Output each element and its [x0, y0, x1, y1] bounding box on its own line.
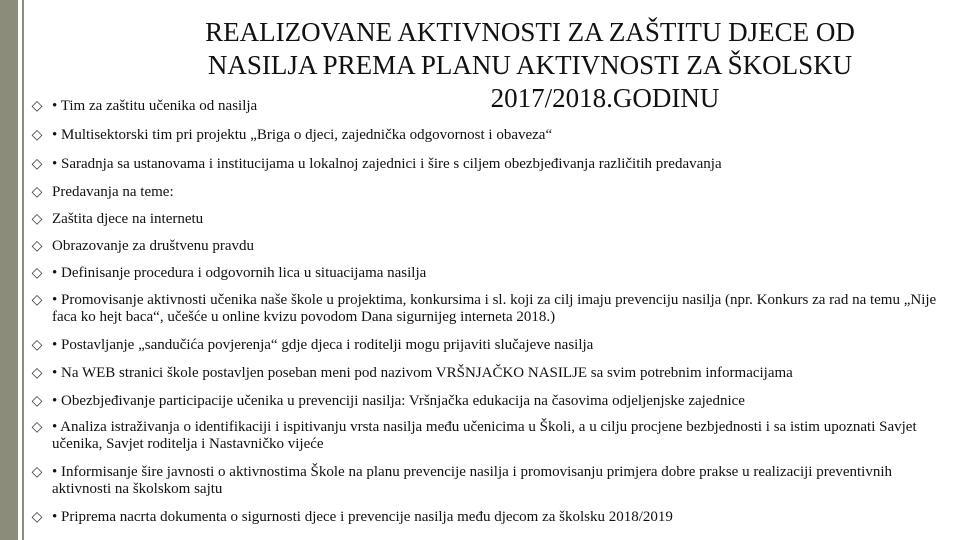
list-item-text: • Informisanje šire javnosti o aktivnostima Škole na planu prevencije nasilja i promovisanju primjera dobre prakse u realizaciji preventivnih aktivnosti na školskom sajtu	[52, 464, 893, 497]
diamond-bullet-icon: ◇	[31, 99, 43, 114]
list-item-lecture-topics	[30, 184, 945, 201]
diamond-bullet-icon: ◇	[31, 157, 43, 172]
list-item-text: Predavanja na teme:	[52, 184, 174, 200]
list-item-promotion	[30, 292, 945, 326]
list-item-web-menu	[30, 365, 945, 382]
diamond-bullet-icon: ◇	[31, 185, 43, 200]
list-item-draft-document	[30, 509, 945, 526]
diamond-bullet-icon: ◇	[31, 239, 43, 254]
list-item-multisector	[30, 127, 945, 144]
diamond-bullet-icon: ◇	[31, 212, 43, 227]
list-item-text: • Postavljanje „sandučića povjerenja“ gdje djeca i roditelji mogu prijaviti slučajeve nasilja	[52, 337, 594, 353]
diamond-bullet-icon: ◇	[31, 394, 43, 409]
list-item-team	[30, 98, 945, 115]
list-item-research	[30, 419, 945, 453]
diamond-bullet-icon: ◇	[31, 420, 43, 435]
left-accent-line	[22, 0, 24, 540]
list-item-trust-box	[30, 337, 945, 354]
diamond-bullet-icon: ◇	[31, 510, 43, 525]
list-item-social-justice	[30, 238, 945, 255]
slide-title-line-2: NASILJA PREMA PLANU AKTIVNOSTI ZA ŠKOLSKU	[207, 50, 853, 80]
diamond-bullet-icon: ◇	[31, 293, 43, 308]
list-item-text: • Obezbjeđivanje participacije učenika u prevenciji nasilja: Vršnjačka edukacija na časovima odjeljenjske zajednice	[52, 393, 745, 409]
list-item-text: • Definisanje procedura i odgovornih lica u situacijama nasilja	[52, 265, 427, 281]
list-item-text: • Tim za zaštitu učenika od nasilja	[52, 98, 258, 114]
list-item-text: • Multisektorski tim pri projektu „Briga o djeci, zajednička odgovornost i obaveza“	[52, 127, 553, 143]
list-item-participation	[30, 393, 945, 410]
diamond-bullet-icon: ◇	[31, 266, 43, 281]
list-item-text: • Saradnja sa ustanovama i institucijama u lokalnoj zajednici i šire s ciljem obezbjeđivanja različitih predavanja	[52, 156, 722, 172]
list-item-text: • Na WEB stranici škole postavljen poseban meni pod nazivom VRŠNJAČKO NASILJE sa svim potrebnim informacijama	[52, 365, 793, 381]
list-item-procedures	[30, 265, 945, 282]
slide-title-line-1: REALIZOVANE AKTIVNOSTI ZA ZAŠTITU DJECE OD	[205, 17, 855, 47]
diamond-bullet-icon: ◇	[31, 465, 43, 480]
list-item-text: Obrazovanje za društvenu pravdu	[52, 238, 255, 254]
list-item-text: • Priprema nacrta dokumenta o sigurnosti djece i prevencije nasilja među djecom za školsku 2018/2019	[52, 509, 673, 525]
list-item-text: • Promovisanje aktivnosti učenika naše škole u projektima, konkursima i sl. koji za cilj imaju prevenciju nasilja (npr. Konkurs za rad na temu „Nije faca ko hejt baca“, učešće u online kvizu povodom Dana sigurnijeg interneta 2018.)	[52, 292, 937, 325]
left-accent-bar	[0, 0, 18, 540]
diamond-bullet-icon: ◇	[31, 338, 43, 353]
list-item-text: Zaštita djece na internetu	[52, 211, 204, 227]
slide-title-line-3: 2017/2018.GODINU	[490, 83, 720, 113]
list-item-text: • Analiza istraživanja o identifikaciji i ispitivanju vrsta nasilja među učenicima u Školi, a u cilju procjene bezbjednosti i sa istim upoznati Savjet učenika, Savjet roditelja i Nastavničko vijeće	[52, 419, 917, 452]
list-item-cooperation	[30, 156, 945, 173]
list-item-informing	[30, 464, 945, 498]
diamond-bullet-icon: ◇	[31, 128, 43, 143]
diamond-bullet-icon: ◇	[31, 366, 43, 381]
list-item-internet-safety	[30, 211, 945, 228]
